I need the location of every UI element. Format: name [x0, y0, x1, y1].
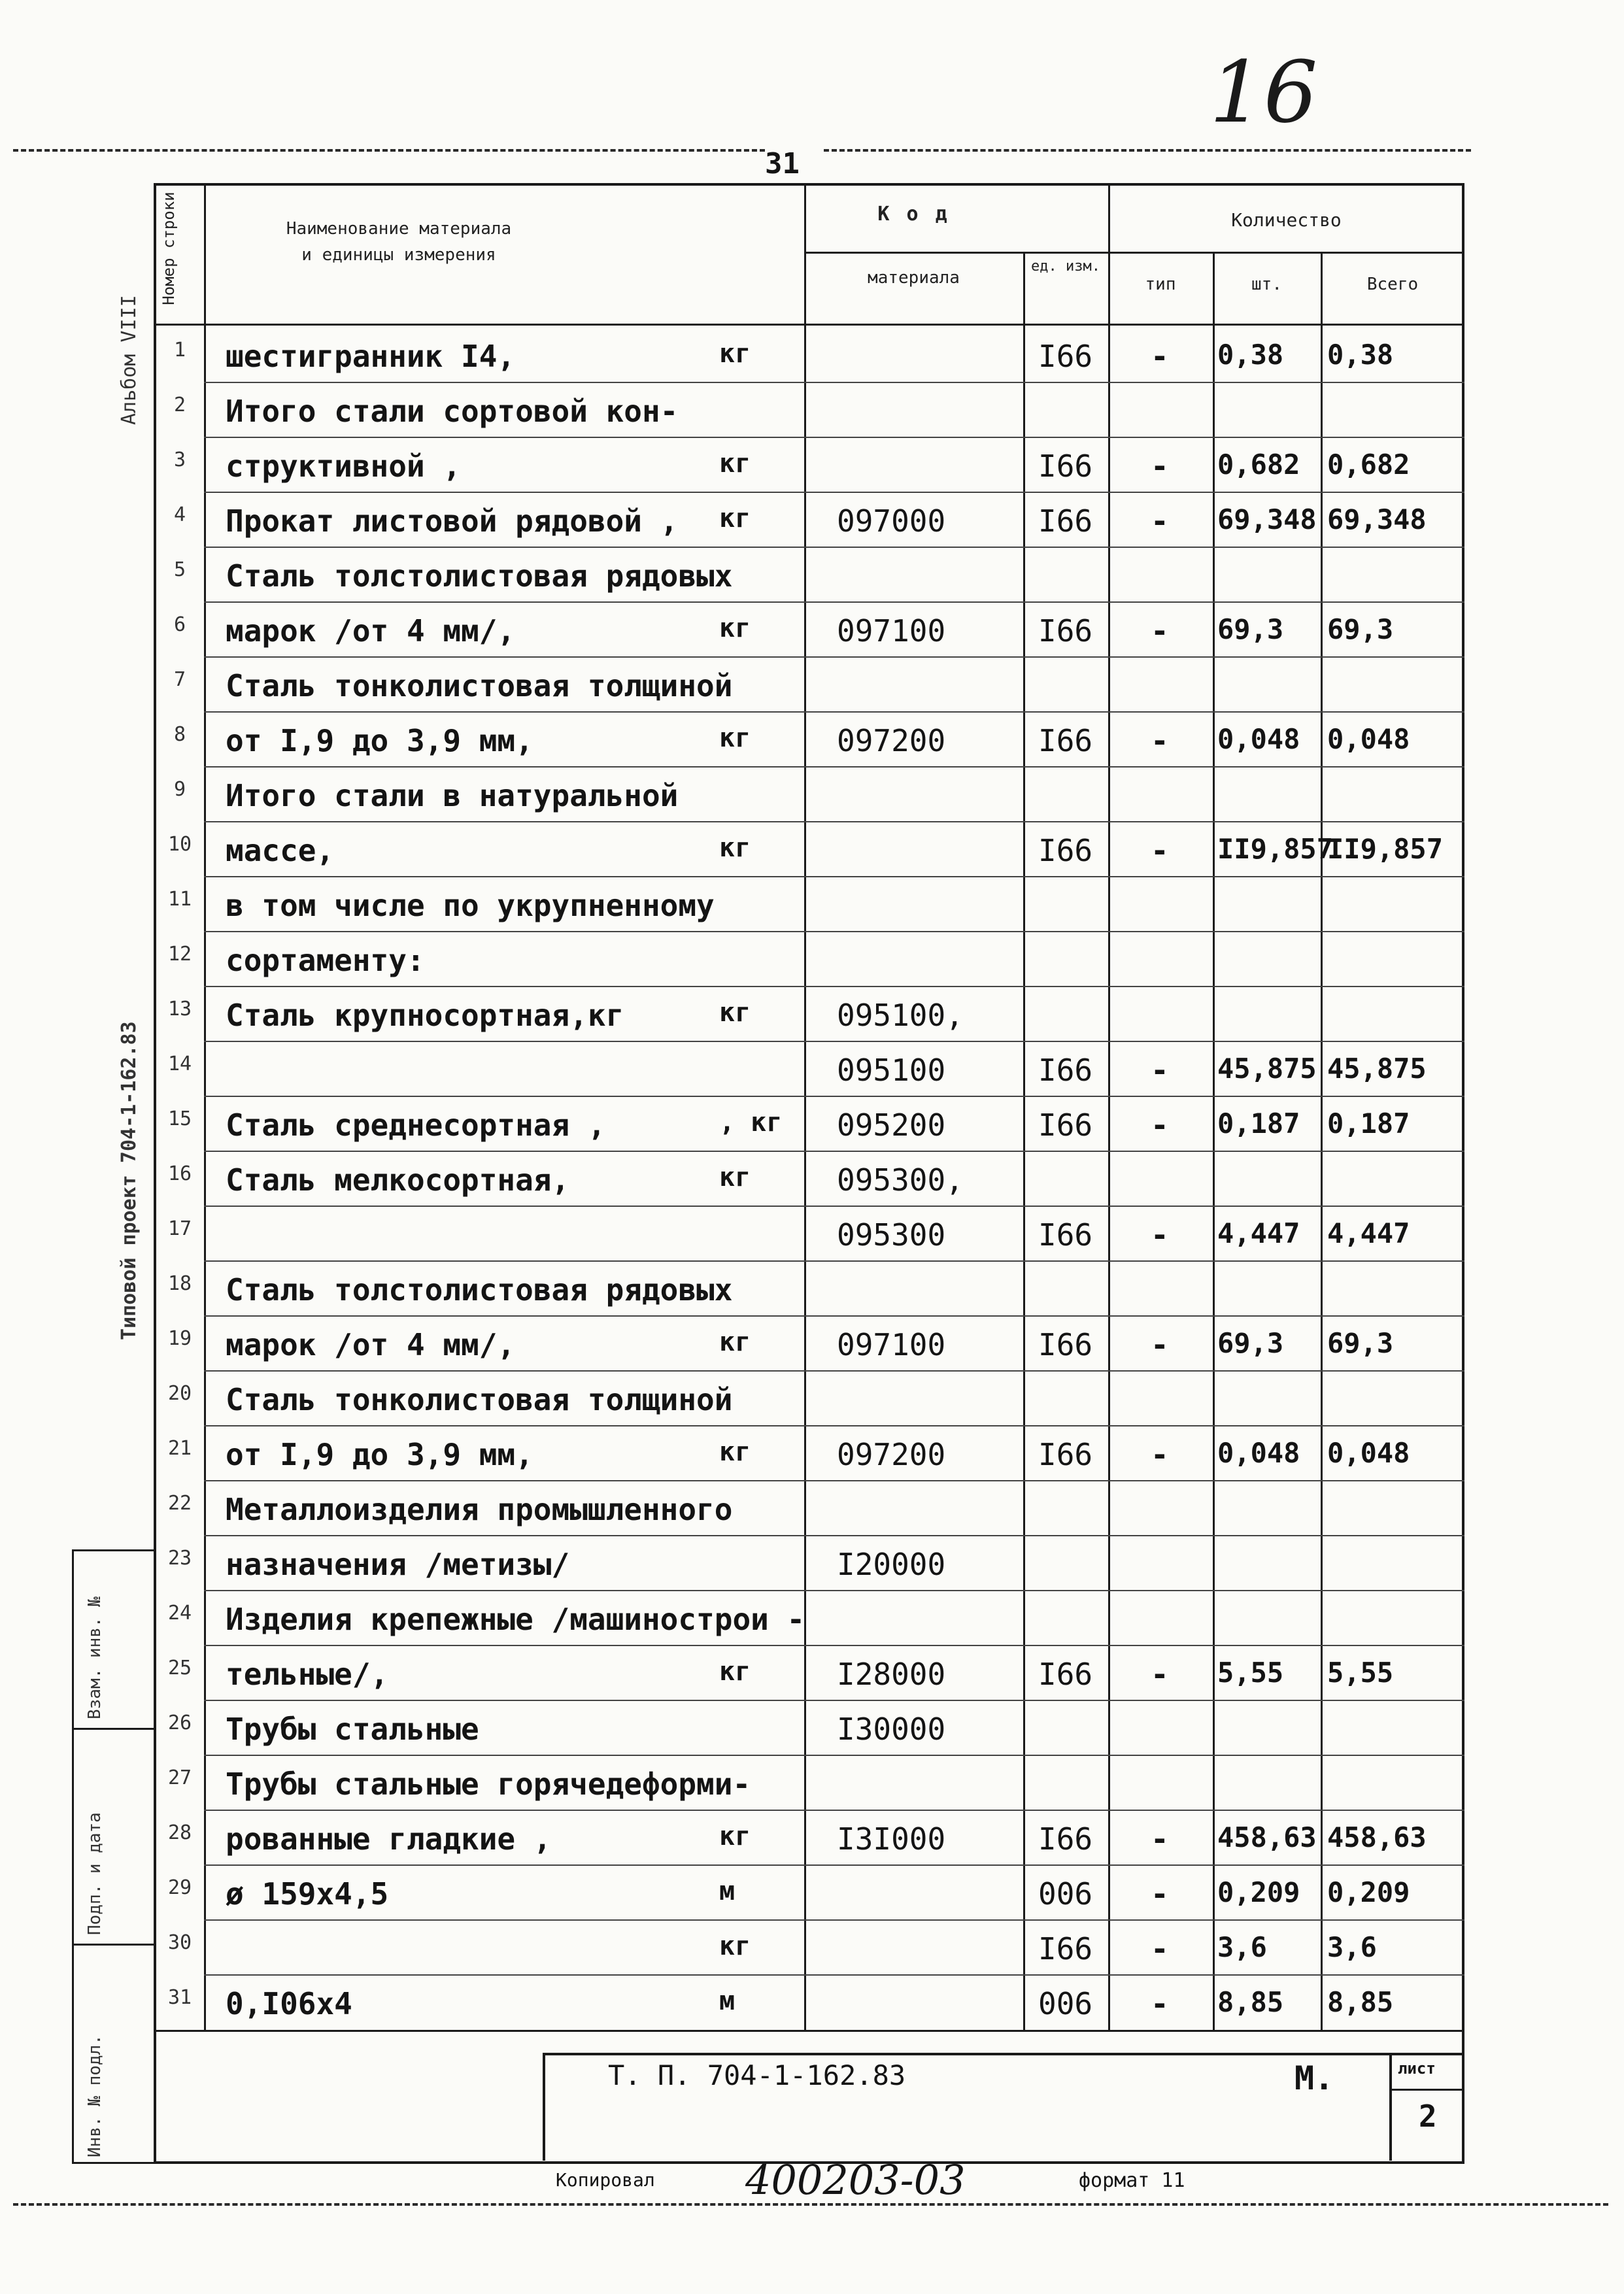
row-qty: 4,447	[1217, 1217, 1300, 1249]
row-name: Сталь крупносортная,кг	[226, 998, 624, 1033]
row-divider	[204, 492, 1464, 493]
row-divider	[204, 1315, 1464, 1317]
row-type: -	[1151, 339, 1169, 374]
row-name: Трубы стальные	[226, 1712, 479, 1747]
row-divider	[204, 1260, 1464, 1262]
row-unit: I66	[1038, 1821, 1093, 1857]
row-number: 20	[167, 1382, 192, 1405]
row-code: 095300	[837, 1217, 946, 1253]
row-divider	[204, 1151, 1464, 1152]
row-total: 69,3	[1327, 613, 1394, 645]
row-unit-label: м	[719, 1986, 736, 2016]
row-name: ø 159x4,5	[226, 1876, 389, 1912]
row-unit: I66	[1038, 503, 1093, 539]
header-item: шт.	[1251, 275, 1282, 294]
row-unit: I66	[1038, 1107, 1093, 1143]
row-unit-label: кг	[719, 1657, 751, 1687]
row-name: Изделия крепежные /машинострои -	[226, 1602, 805, 1637]
row-divider	[204, 656, 1464, 658]
row-code: I30000	[837, 1712, 946, 1747]
row-total: 3,6	[1327, 1931, 1377, 1963]
left-stamp-strip	[72, 1549, 154, 2164]
row-divider	[204, 1206, 1464, 1207]
row-type: -	[1151, 1986, 1169, 2021]
row-number: 29	[167, 1876, 192, 1899]
row-unit: I66	[1038, 1053, 1093, 1088]
row-name: Сталь толстолистовая рядовых	[226, 558, 733, 594]
row-unit-label: , кг	[719, 1107, 783, 1138]
row-number: 27	[167, 1766, 192, 1789]
row-number: 11	[167, 888, 192, 911]
row-name: от I,9 до 3,9 мм,	[226, 723, 533, 758]
header-unit: ед. изм.	[1031, 258, 1100, 275]
strip-orig: Инв. № подл.	[85, 2034, 105, 2157]
row-divider	[204, 1864, 1464, 1866]
row-code: I3I000	[837, 1821, 946, 1857]
doc-code: Т. П. 704-1-162.83	[608, 2059, 906, 2091]
row-type: -	[1151, 1821, 1169, 1857]
header-code: К о д	[877, 203, 950, 226]
row-total: 0,048	[1327, 723, 1410, 755]
col-divider	[1321, 252, 1323, 2030]
row-divider	[204, 1974, 1464, 1976]
row-divider	[204, 876, 1464, 877]
row-total: 69,3	[1327, 1327, 1394, 1359]
row-code: 097100	[837, 1327, 946, 1362]
row-unit-label: кг	[719, 723, 751, 753]
row-number: 15	[167, 1107, 192, 1130]
row-qty: 8,85	[1217, 1986, 1284, 2018]
row-divider	[204, 1645, 1464, 1646]
row-unit: I66	[1038, 1657, 1093, 1692]
row-unit: I66	[1038, 723, 1093, 758]
row-name: Итого стали в натуральной	[226, 778, 679, 813]
strip-inv: Взам. инв. №	[85, 1596, 105, 1719]
row-code: I20000	[837, 1547, 946, 1582]
row-number: 9	[173, 778, 186, 801]
row-total: 0,682	[1327, 448, 1410, 481]
row-qty: II9,857	[1217, 833, 1334, 865]
row-unit-label: кг	[719, 339, 751, 369]
row-number: 6	[173, 613, 186, 636]
row-unit: I66	[1038, 833, 1093, 868]
row-name: тельные/,	[226, 1657, 389, 1692]
row-number: 30	[167, 1931, 192, 1954]
row-type: -	[1151, 1931, 1169, 1966]
row-type: -	[1151, 833, 1169, 868]
row-type: -	[1151, 1053, 1169, 1088]
row-code: 097200	[837, 1437, 946, 1472]
row-divider	[204, 1755, 1464, 1756]
row-unit-label: кг	[719, 613, 751, 643]
row-name: структивной ,	[226, 448, 462, 484]
row-divider	[204, 1700, 1464, 1701]
row-code: 097100	[837, 613, 946, 649]
col-divider	[1023, 252, 1025, 2030]
row-total: 5,55	[1327, 1657, 1394, 1689]
row-number: 24	[167, 1602, 192, 1625]
row-total: II9,857	[1327, 833, 1444, 865]
row-divider	[204, 382, 1464, 383]
strip-sign: Подп. и дата	[85, 1812, 105, 1935]
row-type: -	[1151, 1107, 1169, 1143]
row-code: I28000	[837, 1657, 946, 1692]
row-type: -	[1151, 1217, 1169, 1253]
row-divider	[204, 986, 1464, 987]
row-name: Трубы стальные горячедеформи-	[226, 1766, 751, 1802]
row-qty: 0,209	[1217, 1876, 1300, 1908]
row-divider	[204, 931, 1464, 932]
row-qty: 69,3	[1217, 1327, 1284, 1359]
row-number: 25	[167, 1657, 192, 1679]
sheet-top-number: 31	[765, 147, 800, 180]
row-number: 12	[167, 943, 192, 966]
row-divider	[204, 1590, 1464, 1591]
row-name: массе,	[226, 833, 335, 868]
row-name: рованные гладкие ,	[226, 1821, 552, 1857]
row-number: 18	[167, 1272, 192, 1295]
header-material: материала	[868, 268, 960, 288]
row-unit-label: кг	[719, 998, 751, 1028]
row-unit-label: кг	[719, 1821, 751, 1851]
row-unit: I66	[1038, 1437, 1093, 1472]
row-code: 097000	[837, 503, 946, 539]
row-unit: I66	[1038, 339, 1093, 374]
row-number: 7	[173, 668, 186, 691]
row-code: 095100,	[837, 998, 964, 1033]
row-qty: 0,187	[1217, 1107, 1300, 1139]
row-number: 14	[167, 1053, 192, 1075]
row-qty: 458,63	[1217, 1821, 1317, 1853]
footer-format: формат 11	[1079, 2169, 1185, 2192]
row-number: 2	[173, 394, 186, 416]
row-total: 69,348	[1327, 503, 1427, 535]
row-number: 5	[173, 558, 186, 581]
header-name-1: Наименование материала	[286, 219, 512, 239]
row-qty: 0,048	[1217, 1437, 1300, 1469]
row-divider	[204, 711, 1464, 713]
row-qty: 0,38	[1217, 339, 1284, 371]
row-unit-label: кг	[719, 1162, 751, 1192]
side-album: Альбом VIII	[118, 295, 141, 425]
row-name: марок /от 4 мм/,	[226, 1327, 516, 1362]
row-number: 31	[167, 1986, 192, 2009]
row-name: Сталь мелкосортная,	[226, 1162, 570, 1198]
header-type: тип	[1145, 275, 1176, 294]
row-divider	[204, 1425, 1464, 1426]
row-name: сортаменту:	[226, 943, 425, 978]
row-number: 3	[173, 448, 186, 471]
row-number: 26	[167, 1712, 192, 1734]
row-divider	[204, 821, 1464, 822]
row-name: Металлоизделия промышленного	[226, 1492, 733, 1527]
row-number: 23	[167, 1547, 192, 1570]
row-unit-label: кг	[719, 448, 751, 479]
row-type: -	[1151, 723, 1169, 758]
row-name: 0,I06x4	[226, 1986, 352, 2021]
row-name: Сталь среднесортная ,	[226, 1107, 606, 1143]
row-qty: 69,3	[1217, 613, 1284, 645]
row-unit: I66	[1038, 613, 1093, 649]
row-number: 16	[167, 1162, 192, 1185]
row-number: 19	[167, 1327, 192, 1350]
col-divider	[1213, 252, 1215, 2030]
top-dashed-line-right	[824, 149, 1471, 152]
row-name: Прокат листовой рядовой ,	[226, 503, 679, 539]
row-unit-label: м	[719, 1876, 736, 1906]
row-divider	[204, 1919, 1464, 1921]
footer-copy-number: 400203-03	[745, 2156, 966, 2204]
row-divider	[204, 1810, 1464, 1811]
header-name-2: и единицы измерения	[301, 245, 496, 265]
row-number: 28	[167, 1821, 192, 1844]
row-qty: 5,55	[1217, 1657, 1284, 1689]
header-line	[804, 252, 1464, 254]
header-total: Всего	[1366, 275, 1419, 294]
col-divider	[1108, 183, 1110, 2030]
row-code: 097200	[837, 723, 946, 758]
row-name: Итого стали сортовой кон-	[226, 394, 679, 429]
row-unit-label: кг	[719, 1931, 751, 1961]
row-divider	[204, 547, 1464, 548]
row-divider	[204, 1041, 1464, 1042]
row-unit-label: кг	[719, 1327, 751, 1357]
row-name: марок /от 4 мм/,	[226, 613, 516, 649]
row-name: от I,9 до 3,9 мм,	[226, 1437, 533, 1472]
row-total: 0,38	[1327, 339, 1394, 371]
row-qty: 69,348	[1217, 503, 1317, 535]
side-project: Типовой проект 704-1-162.83	[118, 1021, 141, 1340]
col-divider	[804, 183, 806, 2030]
row-divider	[204, 1535, 1464, 1536]
page-number: 16	[1210, 42, 1318, 142]
row-name: шестигранник I4,	[226, 339, 516, 374]
row-name: назначения /метизы/	[226, 1547, 570, 1582]
row-number: 4	[173, 503, 186, 526]
table-bottom-line	[154, 2030, 1464, 2032]
top-dashed-line	[13, 149, 765, 152]
header-row-no: Номер строки	[160, 192, 178, 305]
row-name: Сталь толстолистовая рядовых	[226, 1272, 733, 1307]
row-type: -	[1151, 1327, 1169, 1362]
row-qty: 0,048	[1217, 723, 1300, 755]
row-name: Сталь тонколистовая толщиной	[226, 668, 733, 703]
row-code: 095300,	[837, 1162, 964, 1198]
row-divider	[204, 1096, 1464, 1097]
row-total: 8,85	[1327, 1986, 1394, 2018]
row-number: 8	[173, 723, 186, 746]
row-type: -	[1151, 503, 1169, 539]
row-number: 13	[167, 998, 192, 1020]
row-qty: 0,682	[1217, 448, 1300, 481]
row-unit-label: кг	[719, 503, 751, 533]
row-qty: 3,6	[1217, 1931, 1267, 1963]
row-divider	[204, 766, 1464, 767]
row-number: 22	[167, 1492, 192, 1515]
row-divider	[204, 1480, 1464, 1481]
stage-letter: М.	[1294, 2059, 1334, 2097]
row-number: 21	[167, 1437, 192, 1460]
row-code: 095100	[837, 1053, 946, 1088]
row-total: 458,63	[1327, 1821, 1427, 1853]
row-name: Сталь тонколистовая толщиной	[226, 1382, 733, 1417]
row-unit: 006	[1038, 1986, 1093, 2021]
row-code: 095200	[837, 1107, 946, 1143]
row-divider	[204, 1370, 1464, 1372]
row-unit-label: кг	[719, 1437, 751, 1467]
row-divider	[204, 601, 1464, 603]
row-type: -	[1151, 1437, 1169, 1472]
row-number: 17	[167, 1217, 192, 1240]
row-type: -	[1151, 613, 1169, 649]
sheet-label: лист	[1398, 2059, 1436, 2078]
row-total: 0,187	[1327, 1107, 1410, 1139]
row-unit: I66	[1038, 1217, 1093, 1253]
sheet-value: 2	[1419, 2099, 1437, 2134]
header-qty: Количество	[1231, 209, 1342, 231]
footer-copy-label: Копировал	[556, 2169, 655, 2191]
row-unit: I66	[1038, 448, 1093, 484]
row-type: -	[1151, 1657, 1169, 1692]
row-name: в том числе по укрупненному	[226, 888, 715, 923]
row-divider	[204, 437, 1464, 438]
row-unit-label: кг	[719, 833, 751, 863]
row-type: -	[1151, 1876, 1169, 1912]
header-bottom-line	[154, 324, 1464, 326]
row-number: 10	[167, 833, 192, 856]
row-number: 1	[173, 339, 186, 362]
row-qty: 45,875	[1217, 1053, 1317, 1085]
row-unit: I66	[1038, 1931, 1093, 1966]
row-unit: 006	[1038, 1876, 1093, 1912]
row-total: 0,209	[1327, 1876, 1410, 1908]
row-total: 45,875	[1327, 1053, 1427, 1085]
row-total: 0,048	[1327, 1437, 1410, 1469]
row-type: -	[1151, 448, 1169, 484]
col-divider	[204, 183, 206, 2030]
row-unit: I66	[1038, 1327, 1093, 1362]
row-total: 4,447	[1327, 1217, 1410, 1249]
